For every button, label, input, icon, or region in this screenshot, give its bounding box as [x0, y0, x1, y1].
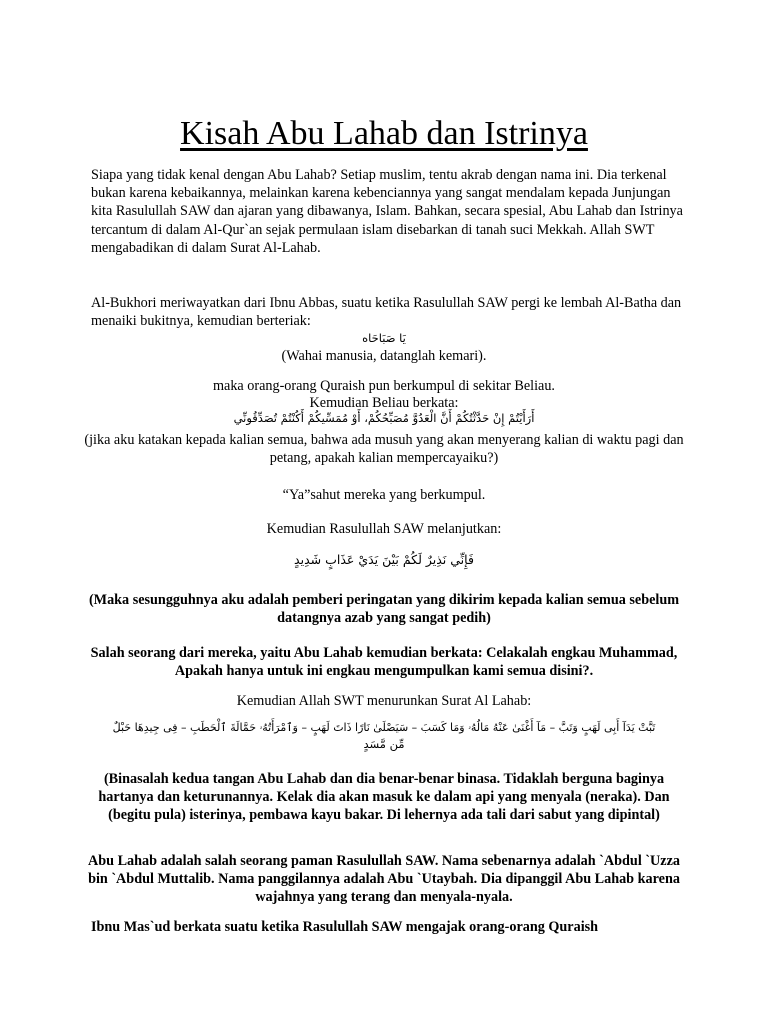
- arabic-surah-line-1: تَبَّتْ يَدَآ أَبِى لَهَبٍ وَتَبَّ – مَآ أَغْنَىٰ عَنْهُ مَالُهُۥ وَمَا كَسَبَ – سَيَصْلَىٰ نَارًا ذَاتَ لَهَبٍ – وَٱمْرَأَتُهُۥ حَمَّالَةَ ٱلْحَطَبِ – فِى جِيدِهَا حَبْلٌ: [112, 721, 656, 734]
- identity-paragraph: Abu Lahab adalah salah seorang paman Rasulullah SAW. Nama sebenarnya adalah `Abdul `Uzza bin `Abdul Muttalib. Nama panggilannya adalah Abu `Utaybah. Dia dipanggil Abu Lahab karena wajahnya yang terang dan menyala-nyala.: [88, 853, 680, 905]
- story-paragraph: Al-Bukhori meriwayatkan dari Ibnu Abbas, suatu ketika Rasulullah SAW pergi ke lembah Al-Batha dan menaiki bukitnya, kemudian berteriak:: [91, 295, 682, 330]
- arabic-warning: فَإِنِّي نَذِيرٌ لَكُمْ بَيْنَ يَدَيْ عَذَابٍ شَدِيدٍ: [294, 552, 474, 567]
- reply-line: “Ya”sahut mereka yang berkumpul.: [282, 487, 486, 503]
- revelation-line: Kemudian Allah SWT menurunkan Surat Al Lahab:: [236, 693, 532, 709]
- surah-translation: (Binasalah kedua tangan Abu Lahab dan dia benar-benar binasa. Tidaklah berguna baginya hartanya dan keturunannya. Kelak dia akan masuk ke dalam api yang menyala (neraka). Dan (begitu pula) isterinya, pembawa kayu bakar. Di lehernya ada tali dari sabut yang dipintal): [98, 771, 670, 823]
- call-translation: (Wahai manusia, datanglah kemari).: [281, 348, 487, 364]
- arabic-question: أَرَأَيْتُمْ إِنْ حَدَّثْتُكُمْ أَنَّ الْعَدُوَّ مُصَبِّحُكُمْ، أَوْ مُمَسِّيكُمْ أَكُنْتُمْ تُصَدِّقُونِّي: [233, 411, 535, 425]
- abu-lahab-reply: Salah seorang dari mereka, yaitu Abu Lahab kemudian berkata: Celakalah engkau Muhammad, Apakah hanya untuk ini engkau mengumpulkan kami semua disini?.: [90, 645, 678, 679]
- gathered-line: maka orang-orang Quraish pun berkumpul di sekitar Beliau.: [213, 378, 555, 394]
- continued-line: Kemudian Rasulullah SAW melanjutkan:: [266, 521, 502, 537]
- page-title: Kisah Abu Lahab dan Istrinya: [180, 115, 588, 152]
- arabic-surah-line-2: مِّن مَّسَدٍ: [363, 737, 405, 751]
- arabic-call: يَا صَبَاحَاه: [362, 331, 406, 345]
- warning-translation: (Maka sesungguhnya aku adalah pemberi peringatan yang dikirim kepada kalian semua sebelum datangnya azab yang sangat pedih): [88, 592, 680, 626]
- last-paragraph: Ibnu Mas`ud berkata suatu ketika Rasulullah SAW mengajak orang-orang Quraish: [91, 919, 599, 935]
- question-translation: (jika aku katakan kepada kalian semua, bahwa ada musuh yang akan menyerang kalian di waktu pagi dan petang, apakah kalian mempercayaiku?): [84, 432, 684, 466]
- then-said-line: Kemudian Beliau berkata:: [309, 395, 459, 411]
- intro-paragraph: Siapa yang tidak kenal dengan Abu Lahab? Setiap muslim, tentu akrab dengan nama ini. Dia terkenal bukan karena kebaikannya, melainkan karena kebenciannya yang sangat mendalam kepada Junjungan kita Rasulullah SAW dan ajaran yang dibawanya, Islam. Bahkan, secara spesial, Abu Lahab dan Istrinya tercantum di dalam Al-Qur`an sejak permulaan islam disebarkan di tanah suci Mekkah. Allah SWT mengabadikan di dalam Surat Al-Lahab.: [91, 167, 683, 256]
